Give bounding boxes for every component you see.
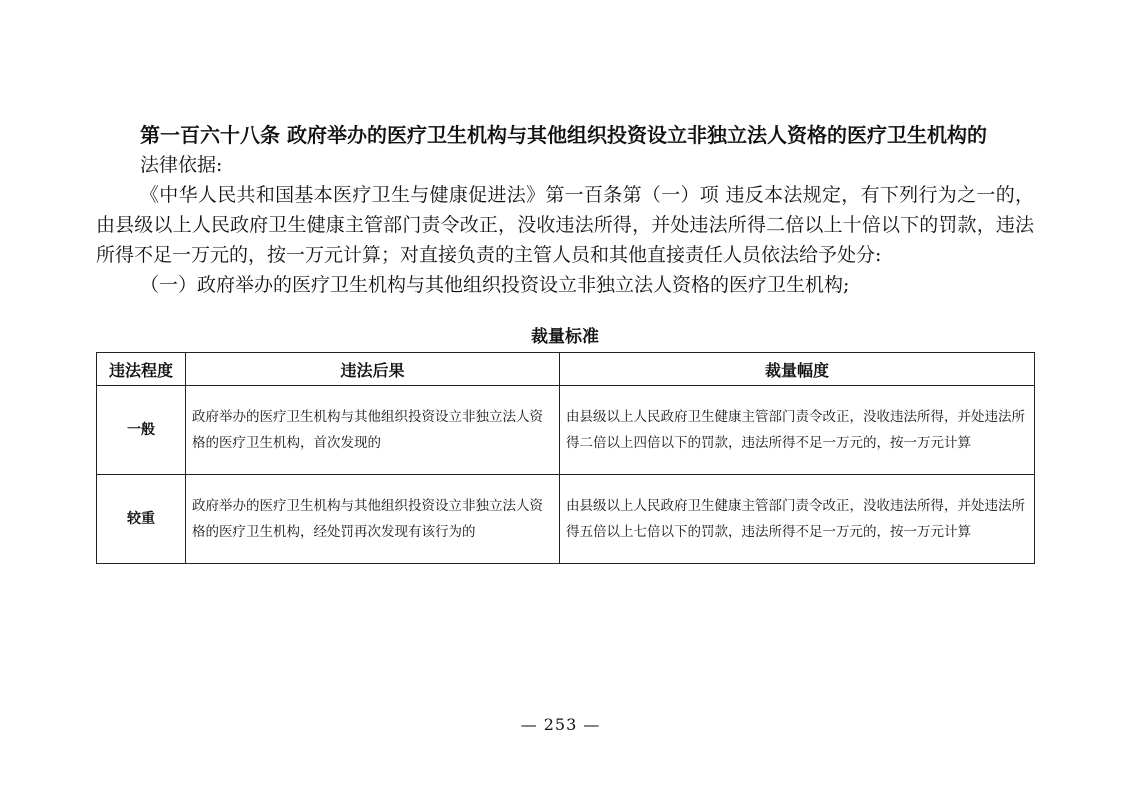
header-violation-degree: 违法程度 (97, 353, 186, 386)
row-consequence: 政府举办的医疗卫生机构与其他组织投资设立非独立法人资格的医疗卫生机构，首次发现的 (186, 386, 560, 475)
legal-item-text: （一）政府举办的医疗卫生机构与其他组织投资设立非独立法人资格的医疗卫生机构; (140, 274, 850, 296)
discretion-table (96, 352, 1035, 564)
row-level: 一般 (97, 386, 186, 475)
row-range: 由县级以上人民政府卫生健康主管部门责令改正，没收违法所得，并处违法所得五倍以上七倍以下的罚款，违法所得不足一万元的，按一万元计算 (560, 475, 1035, 564)
row-consequence: 政府举办的医疗卫生机构与其他组织投资设立非独立法人资格的医疗卫生机构，经处罚再次发现有该行为的 (186, 475, 560, 564)
document-body (96, 120, 1034, 564)
row-level: 较重 (97, 475, 186, 564)
page-number: — 253 — (520, 715, 601, 734)
table-row (97, 475, 1035, 564)
header-violation-consequence: 违法后果 (186, 353, 560, 386)
legal-basis-text: 《中华人民共和国基本医疗卫生与健康促进法》第一百条第（一）项 违反本法规定，有下列行为之一的，由县级以上人民政府卫生健康主管部门责令改正，没收违法所得，并处违法所得二倍以上十倍以下的罚款，违法所得不足一万元的，按一万元计算；对直接负责的主管人员和其他直接责任人员依法给予处分: (96, 184, 1034, 266)
table-row (97, 386, 1035, 475)
table-header-row (97, 353, 1035, 386)
legal-basis-label: 法律依据: (140, 154, 223, 176)
row-range: 由县级以上人民政府卫生健康主管部门责令改正，没收违法所得，并处违法所得二倍以上四倍以下的罚款，违法所得不足一万元的，按一万元计算 (560, 386, 1035, 475)
header-discretion-range: 裁量幅度 (560, 353, 1035, 386)
table-caption: 裁量标准 (531, 327, 599, 347)
article-title: 第一百六十八条 政府举办的医疗卫生机构与其他组织投资设立非独立法人资格的医疗卫生机构的 (140, 123, 987, 147)
